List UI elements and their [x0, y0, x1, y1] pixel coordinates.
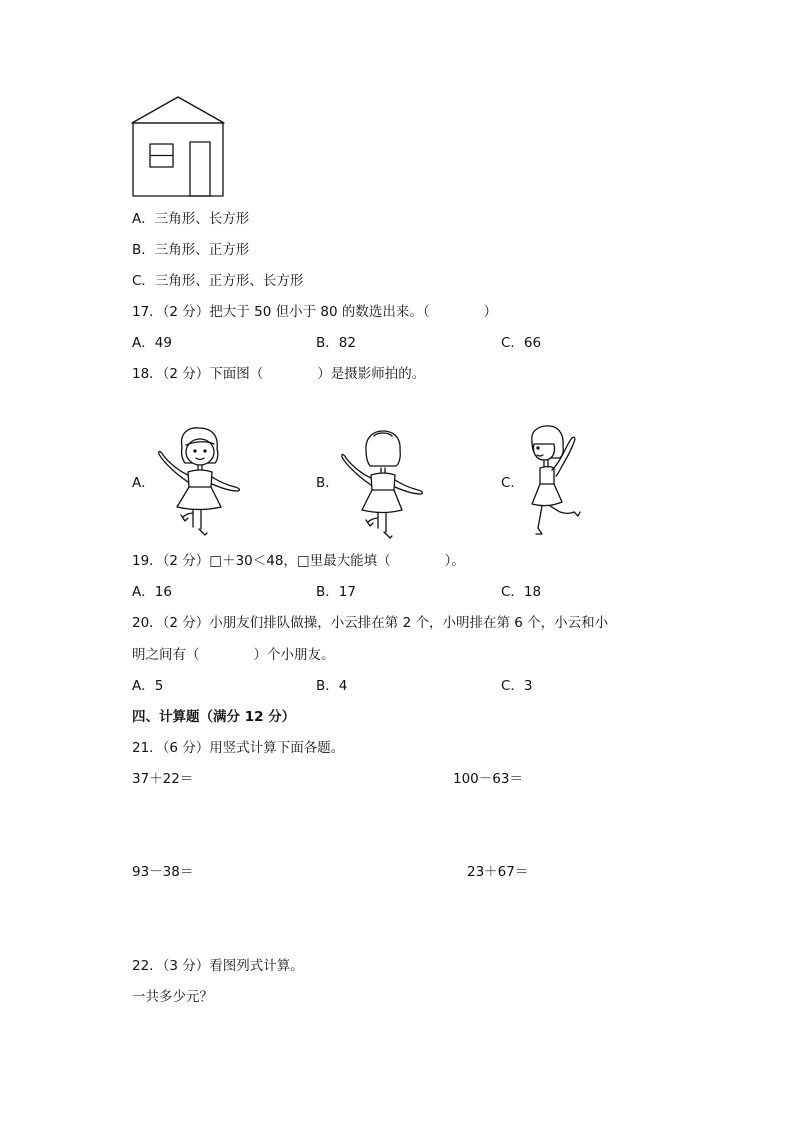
q18-stem: 18．（2 分）下面图（ ）是摄影师拍的。: [132, 366, 426, 382]
q20-stem-line2: 明之间有（ ）个小朋友。: [132, 647, 335, 663]
girl-front-view-image[interactable]: [155, 425, 247, 540]
q21-expr-1: 37＋22＝: [132, 771, 194, 787]
house-figure: [130, 95, 226, 199]
q17-option-b[interactable]: B．82: [316, 335, 356, 351]
q20-option-c[interactable]: C．3: [501, 678, 533, 694]
girl-side-view-image[interactable]: [520, 422, 612, 542]
q19-stem: 19．（2 分）□＋30＜48，□里最大能填（ ）。: [132, 553, 465, 569]
q16-option-a[interactable]: A．三角形、长方形: [132, 211, 250, 227]
q18-option-b[interactable]: B．: [316, 475, 339, 491]
q17-option-c[interactable]: C．66: [501, 335, 542, 351]
q20-option-b[interactable]: B．4: [316, 678, 348, 694]
q19-option-a[interactable]: A．16: [132, 584, 172, 600]
q19-option-b[interactable]: B．17: [316, 584, 356, 600]
q18-option-a[interactable]: A．: [132, 475, 155, 491]
q17-stem: 17．（2 分）把大于 50 但小于 80 的数选出来。（ ）: [132, 304, 498, 320]
house-roof-triangle: [132, 97, 224, 123]
q20-option-a[interactable]: A．5: [132, 678, 164, 694]
q21-expr-2: 100－63＝: [453, 771, 523, 787]
q19-option-c[interactable]: C．18: [501, 584, 542, 600]
q18-option-c[interactable]: C．: [501, 475, 524, 491]
q22-stem: 22．（3 分）看图列式计算。: [132, 958, 304, 974]
q16-option-c[interactable]: C．三角形、正方形、长方形: [132, 273, 304, 289]
section-4-title: 四、计算题（满分 12 分）: [132, 709, 296, 725]
house-door-rectangle: [190, 142, 210, 196]
q21-expr-3: 93－38＝: [132, 864, 194, 880]
q21-expr-4: 23＋67＝: [467, 864, 529, 880]
girl-back-view-image[interactable]: [338, 428, 430, 543]
q21-stem: 21．（6 分）用竖式计算下面各题。: [132, 740, 345, 756]
q20-stem-line1: 20．（2 分）小朋友们排队做操，小云排在第 2 个，小明排在第 6 个，小云和小: [132, 615, 609, 631]
q17-option-a[interactable]: A．49: [132, 335, 172, 351]
q22-question: 一共多少元？: [132, 989, 213, 1005]
q16-option-b[interactable]: B．三角形、正方形: [132, 242, 250, 258]
